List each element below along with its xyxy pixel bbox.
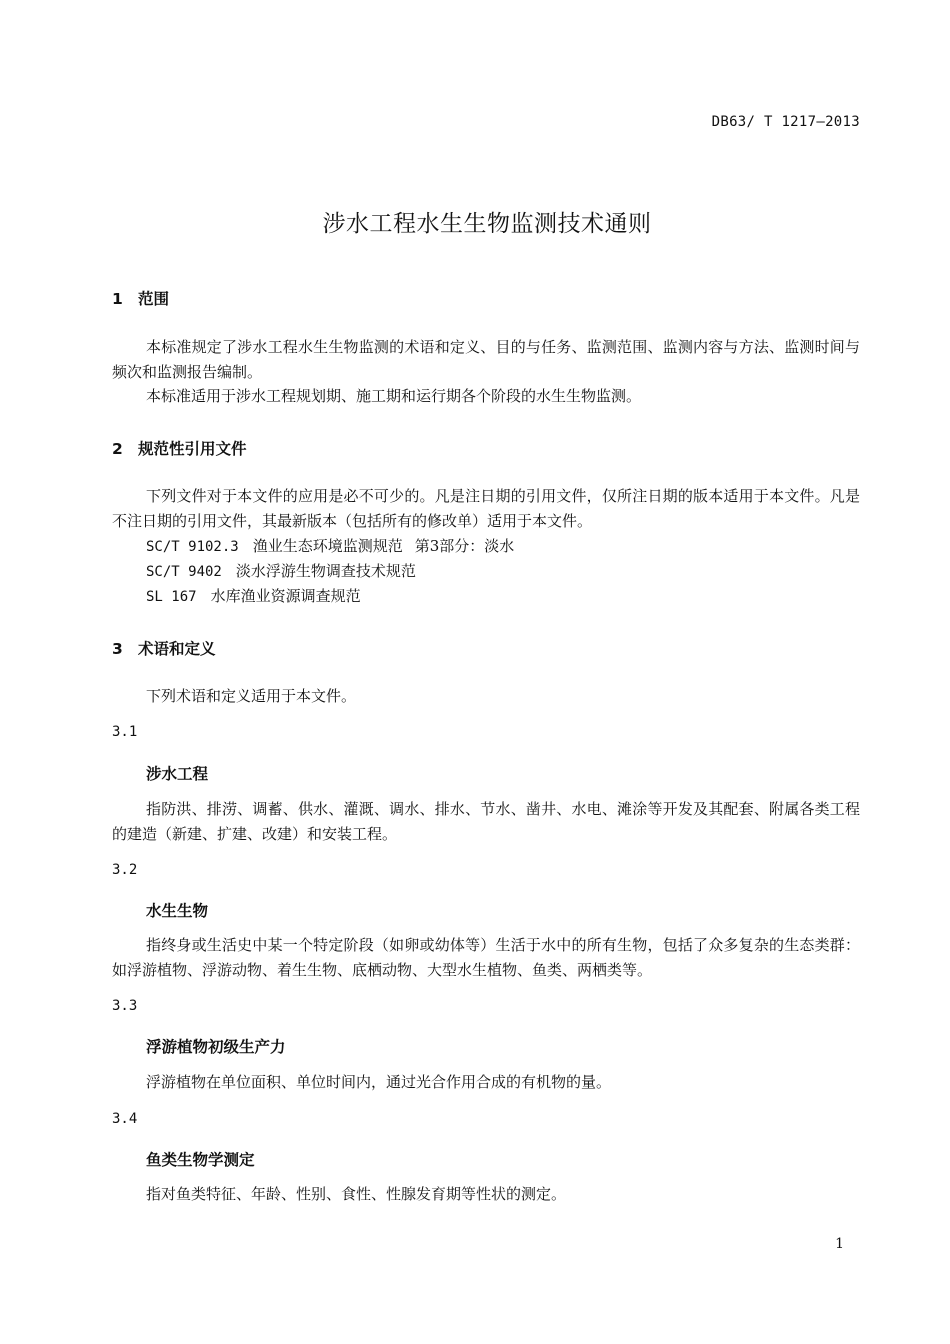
- section-number: 1: [112, 290, 123, 308]
- scope-paragraph-1: 本标准规定了涉水工程水生生物监测的术语和定义、目的与任务、监测范围、监测内容与方法、监测时间与频次和监测报告编制。: [112, 338, 860, 381]
- reference-title: 水库渔业资源调查规范: [210, 587, 361, 605]
- terms-intro-line: 下列术语和定义适用于本文件。: [146, 687, 357, 705]
- term-definition: 指对鱼类特征、年龄、性别、食性、性腺发育期等性状的测定。: [146, 1185, 567, 1203]
- page-number: 1: [835, 1236, 844, 1252]
- reference-code: SL 167: [146, 589, 197, 605]
- section-heading-terms-and-definitions: [112, 637, 216, 659]
- reference-title: 淡水浮游生物调查技术规范: [235, 562, 416, 580]
- reference-title: 渔业生态环境监测规范: [252, 537, 403, 555]
- reference-code: SC/T 9402: [146, 564, 222, 580]
- term-definition: 指防洪、排涝、调蓄、供水、灌溉、调水、排水、节水、凿井、水电、滩涂等开发及其配套、附属各类工程的建造（新建、扩建、改建）和安装工程。: [112, 800, 860, 843]
- section-title: 范围: [138, 290, 170, 308]
- section-number: 3: [112, 640, 123, 658]
- term-number: 3.1: [112, 724, 138, 740]
- reference-part: 第3部分：淡水: [414, 537, 515, 555]
- term-name: 水生生物: [146, 902, 209, 920]
- scope-paragraph-2: 本标准适用于涉水工程规划期、施工期和运行期各个阶段的水生生物监测。: [146, 387, 642, 405]
- term-definition: 浮游植物在单位面积、单位时间内，通过光合作用合成的有机物的量。: [146, 1073, 612, 1091]
- term-number: 3.2: [112, 862, 138, 878]
- section-title: 规范性引用文件: [138, 440, 247, 458]
- document-title: 涉水工程水生生物监测技术通则: [322, 211, 652, 237]
- term-name: 浮游植物初级生产力: [146, 1038, 286, 1056]
- reference-item: [146, 534, 514, 560]
- standard-code: DB63/ T 1217—2013: [711, 114, 860, 130]
- reference-code: SC/T 9102.3: [146, 539, 239, 555]
- term-number: 3.4: [112, 1111, 138, 1127]
- section-heading-normative-references: [112, 437, 247, 459]
- term-name: 鱼类生物学测定: [146, 1151, 255, 1169]
- section-heading-scope: [112, 287, 169, 309]
- reference-item: [146, 559, 416, 585]
- references-intro-paragraph: 下列文件对于本文件的应用是必不可少的。凡是注日期的引用文件，仅所注日期的版本适用于本文件。凡是不注日期的引用文件，其最新版本（包括所有的修改单）适用于本文件。: [112, 487, 860, 530]
- section-title: 术语和定义: [138, 640, 216, 658]
- reference-item: [146, 584, 361, 610]
- term-name: 涉水工程: [146, 765, 209, 783]
- term-definition: 指终身或生活史中某一个特定阶段（如卵或幼体等）生活于水中的所有生物，包括了众多复杂的生态类群：如浮游植物、浮游动物、着生生物、底栖动物、大型水生植物、鱼类、两栖类等。: [112, 936, 860, 979]
- term-number: 3.3: [112, 998, 138, 1014]
- section-number: 2: [112, 440, 123, 458]
